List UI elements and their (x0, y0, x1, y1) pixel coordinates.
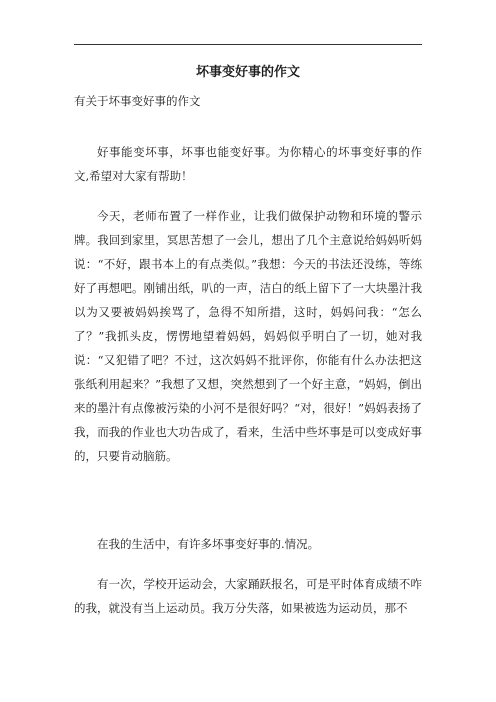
paragraph-transition: 在我的生活中，有许多坏事变好事的.情况。 (97, 537, 320, 551)
page-subtitle: 有关于坏事变好事的作文 (74, 94, 201, 108)
paragraph-story: 今天，老师布置了一样作业，让我们做保护动物和环境的警示牌。我回到家里，冥思苦想了一会儿，想出了几个主意说给妈妈听妈说：“不好，跟书本上的有点类似。”我想：今天的书法还没练，等练好了再想吧。刚铺出纸，叭的一声，洁白的纸上留下了一大块墨汁我以为又要被妈妈挨骂了，急得不知所措，这时，妈妈问我：“怎么了？”我抓头皮，愣愣地望着妈妈，妈妈似乎明白了一切，她对我说：“又犯错了吧？不过，这次妈妈不批评你，你能有什么办法把这张纸利用起来？”我想了又想，突然想到了一个好主意，“妈妈，倒出来的墨汁有点像被污染的小河不是很好吗？“对，很好！”妈妈表扬了我，而我的作业也大功告成了，看来，生活中些坏事是可以变成好事的，只要肯动脑筋。 (74, 209, 422, 463)
page-title: 坏事变好事的作文 (195, 65, 300, 80)
paragraph-intro: 好事能变坏事，坏事也能变好事。为你精心的坏事变好事的作文,希望对大家有帮助！ (74, 145, 422, 183)
header-rule (74, 44, 422, 45)
paragraph-sports-day: 有一次，学校开运动会，大家踊跃报名，可是平时体育成绩不咋的我，就没有当上运动员。我万分失落，如果被选为运动员，那不 (74, 577, 422, 615)
